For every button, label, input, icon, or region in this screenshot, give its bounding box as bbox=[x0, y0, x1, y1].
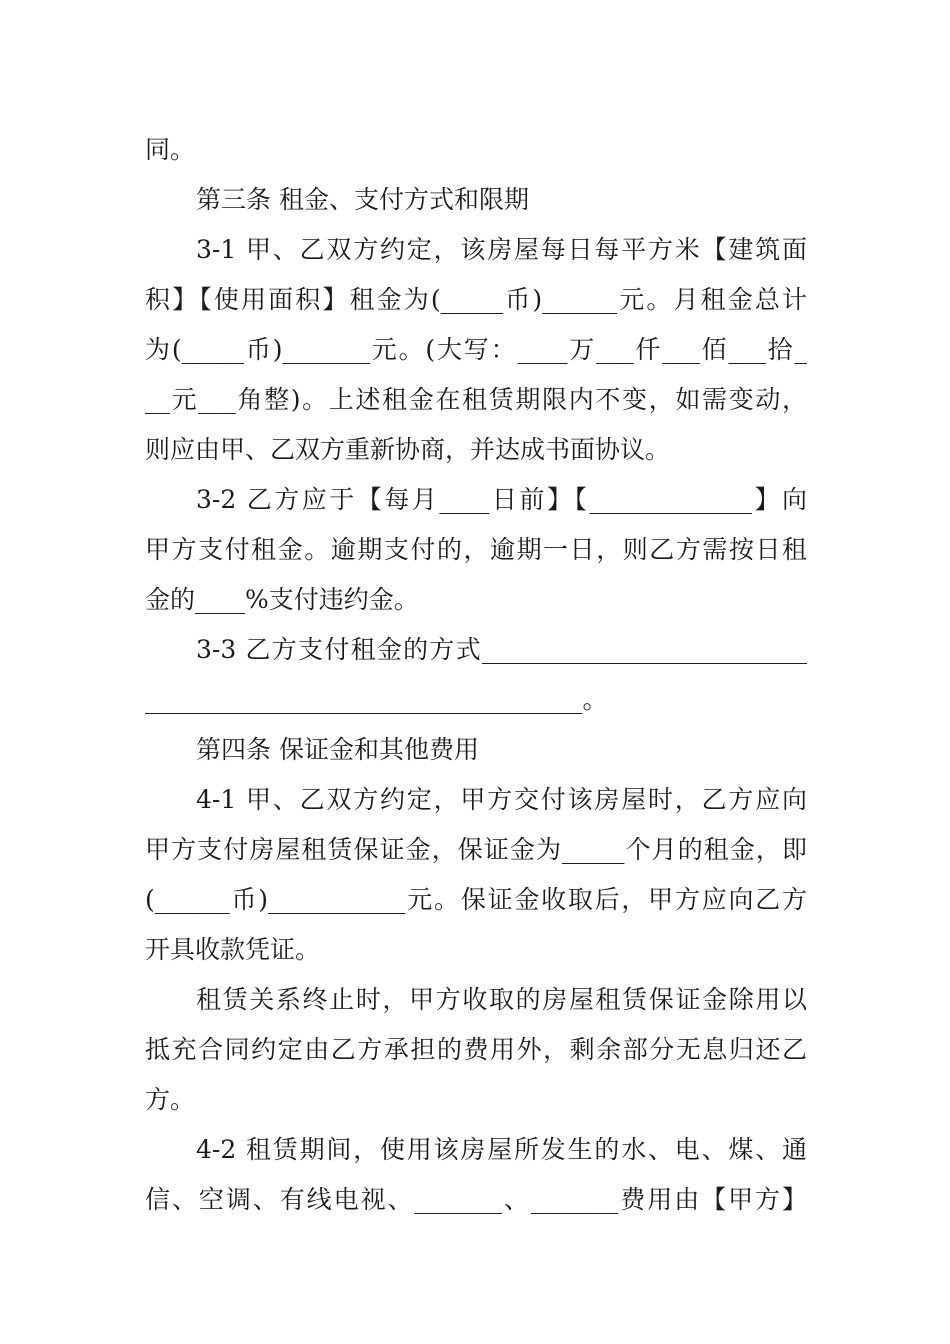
text-line: 则应由甲、乙双方重新协商，并达成书面协议。 bbox=[145, 435, 671, 464]
text-line: 4-1 甲、乙双方约定，甲方交付该房屋时，乙方应向 bbox=[196, 785, 807, 814]
text-line: 甲方支付租金。逾期支付的，逾期一日，则乙方需按日租 bbox=[145, 535, 807, 564]
text-line: 3-3 乙方支付租金的方式__________________________ bbox=[196, 635, 807, 664]
text-line: 信、空调、有线电视、_______、_______费用由【甲方】 bbox=[145, 1185, 807, 1214]
text-line: 开具收款凭证。 bbox=[145, 935, 321, 964]
section-heading: 第四条 保证金和其他费用 bbox=[196, 735, 479, 764]
text-line: 同。 bbox=[145, 135, 196, 164]
text-line: 金的____%支付违约金。 bbox=[145, 585, 419, 614]
text-line: 租赁关系终止时，甲方收取的房屋租赁保证金除用以 bbox=[196, 985, 807, 1014]
text-line: 为(_____币)_______元。(大写：____万___仟___佰___拾_ bbox=[145, 335, 807, 364]
text-line: 甲方支付房屋租赁保证金，保证金为_____个月的租金，即 bbox=[145, 835, 807, 864]
section-heading: 第三条 租金、支付方式和限期 bbox=[196, 185, 529, 214]
text-line: __元___角整)。上述租金在租赁期限内不变，如需变动， bbox=[145, 385, 807, 414]
text-line: ___________________________________。 bbox=[145, 685, 608, 714]
text-line: 抵充合同约定由乙方承担的费用外，剩余部分无息归还乙 bbox=[145, 1035, 807, 1064]
text-line: (______币)___________元。保证金收取后，甲方应向乙方 bbox=[145, 885, 807, 914]
text-line: 积】【使用面积】租金为(_____币)______元。月租金总计 bbox=[145, 285, 807, 314]
text-line: 4-2 租赁期间，使用该房屋所发生的水、电、煤、通 bbox=[196, 1135, 807, 1164]
text-line: 3-1 甲、乙双方约定，该房屋每日每平方米【建筑面 bbox=[196, 235, 807, 264]
text-line: 方。 bbox=[145, 1085, 196, 1114]
text-line: 3-2 乙方应于【每月____日前】【_____________】向 bbox=[196, 485, 807, 514]
